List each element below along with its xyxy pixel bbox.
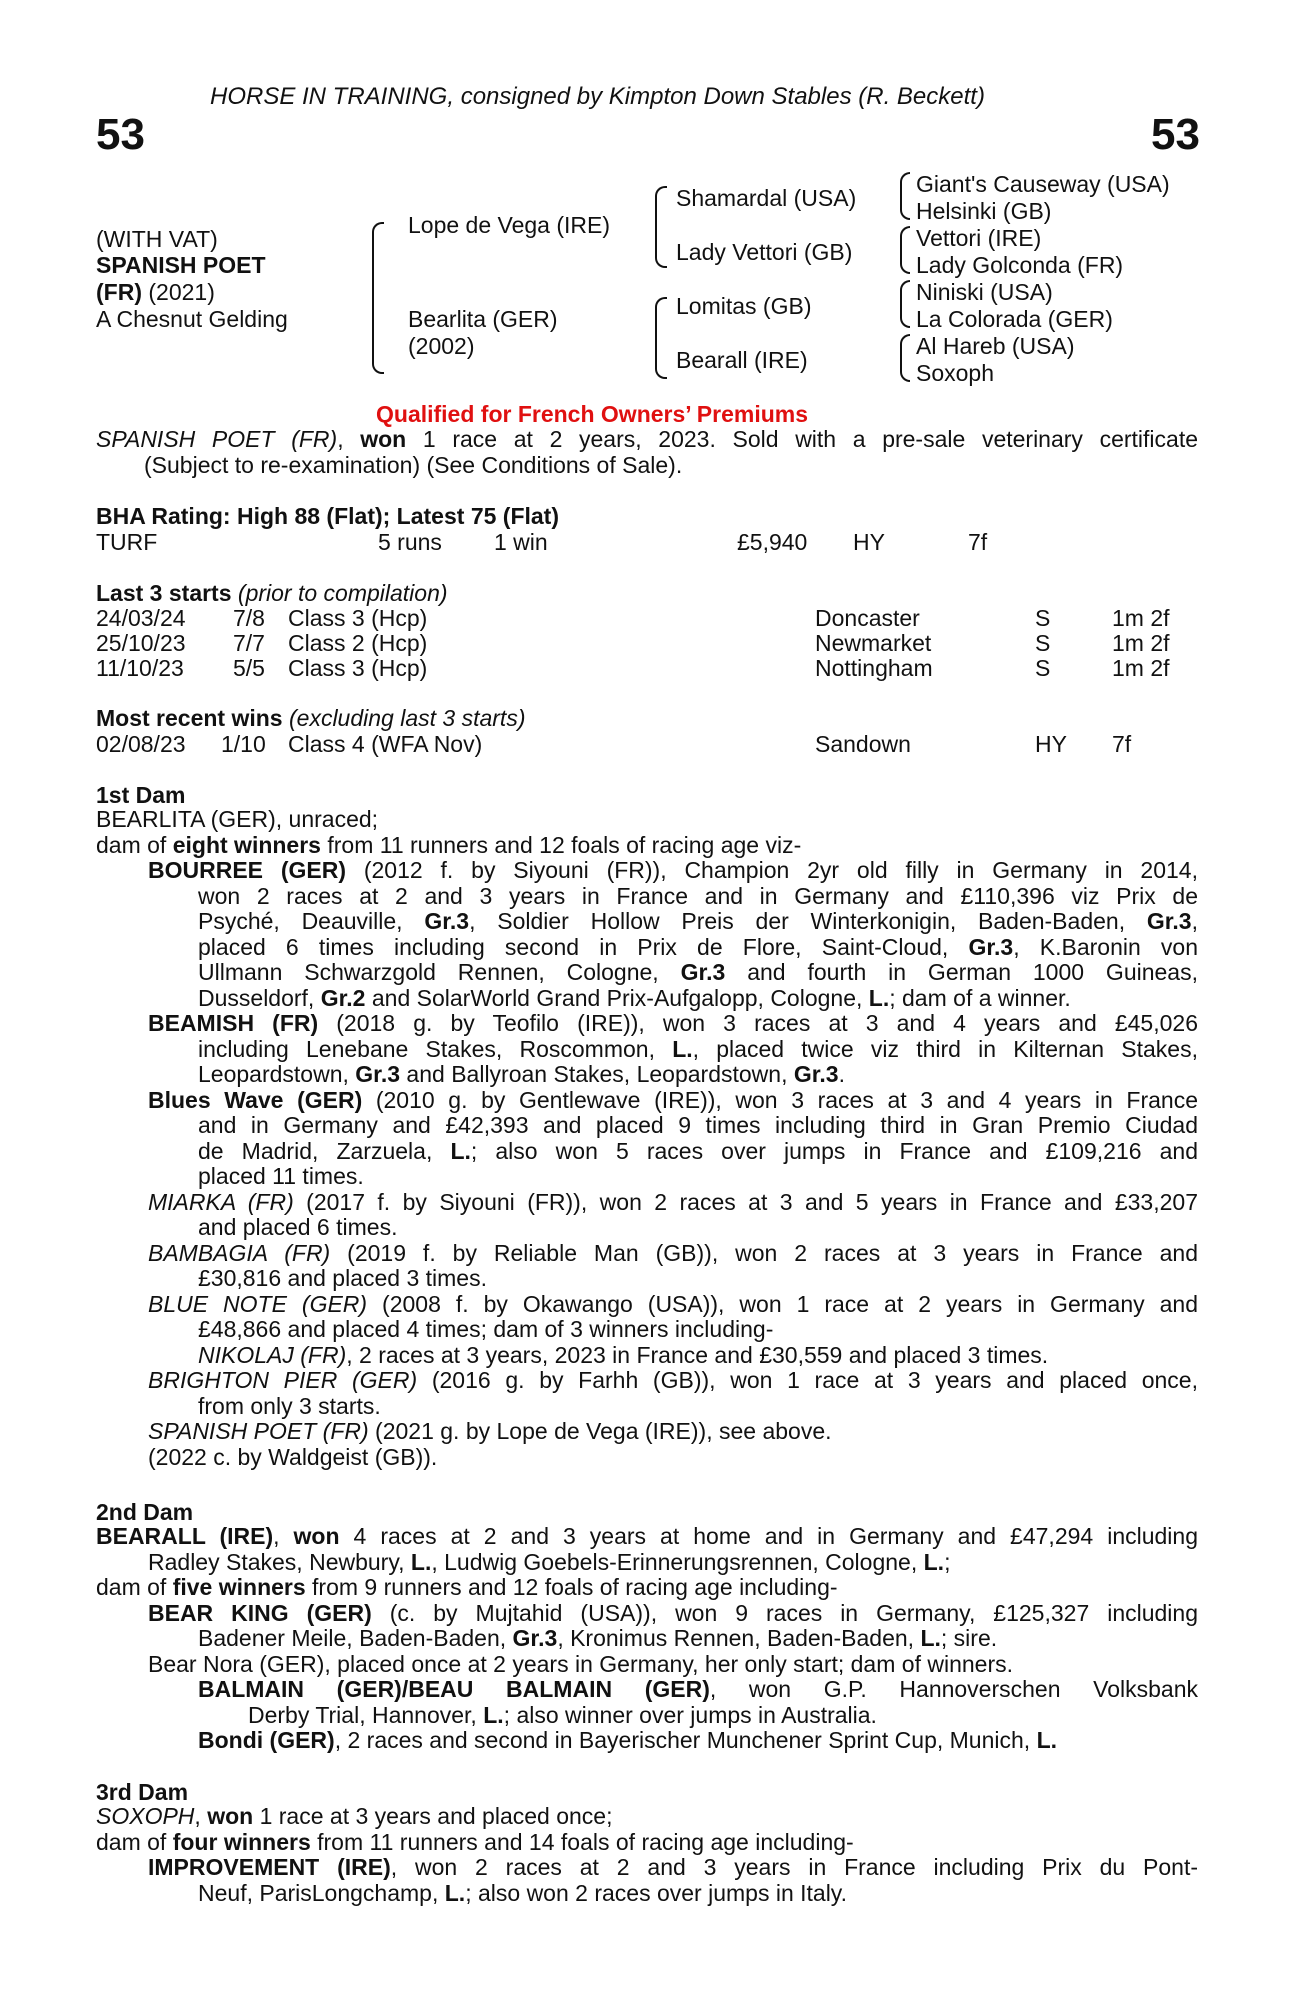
recent-pos: 1/10 <box>221 731 266 757</box>
bourree-line: placed 6 times including second in Prix de Flore, Saint-Cloud, Gr.3, K.Baronin von <box>198 933 1199 960</box>
pedigree-brace-sire <box>655 186 667 268</box>
last3-class: Class 3 (Hcp) <box>288 605 428 631</box>
last3-going: S <box>1035 630 1051 656</box>
bear-nora-line: Bear Nora (GER), placed once at 2 years in Germany, her only start; dam of winners. <box>148 1650 1013 1677</box>
bondi-line: Bondi (GER), 2 races and second in Bayerischer Munchener Sprint Cup, Munich, L. <box>198 1727 1058 1753</box>
improvement-line: IMPROVEMENT (IRE), won 2 races at 2 and 3 years in France including Prix du Pont- <box>148 1854 1199 1880</box>
dam2-produce-line: dam of five winners from 9 runners and 12 foals of racing age including- <box>96 1574 838 1600</box>
improvement-line: Neuf, ParisLongchamp, L.; also won 2 races over jumps in Italy. <box>198 1879 847 1906</box>
recent-date: 02/08/23 <box>96 731 186 757</box>
last3-date: 24/03/24 <box>96 605 186 631</box>
colt-line: (2022 c. by Waldgeist (GB)). <box>148 1443 438 1470</box>
pedigree-sss: Giant's Causeway (USA) <box>916 171 1170 197</box>
pedigree-dam: Bearlita (GER) <box>408 306 558 332</box>
dam2-title: 2nd Dam <box>96 1499 194 1525</box>
blues-wave-line: de Madrid, Zarzuela, L.; also won 5 races over jumps in France and £109,216 and <box>198 1137 1198 1164</box>
last3-going: S <box>1035 605 1051 631</box>
vat-note: (WITH VAT) <box>96 226 218 252</box>
pedigree-sdd: Lady Golconda (FR) <box>916 252 1124 278</box>
lot-number-left: 53 <box>96 110 145 159</box>
rating-distance: 7f <box>968 529 988 555</box>
last3-class: Class 3 (Hcp) <box>288 655 428 681</box>
dam1-produce-line: dam of eight winners from 11 runners and 12 foals of racing age viz- <box>96 831 802 858</box>
pedigree-brace-dam <box>655 297 667 379</box>
bambagia-line: BAMBAGIA (FR) (2019 f. by Reliable Man (GB)), won 2 races at 3 years in France and <box>148 1239 1198 1266</box>
dam2-section <box>96 1524 1198 1754</box>
rating-going: HY <box>853 529 885 555</box>
beamish-line: Leopardstown, Gr.3 and Ballyroan Stakes, Leopardstown, Gr.3. <box>198 1061 845 1087</box>
beamish-line: BEAMISH (FR) (2018 g. by Teofilo (IRE)), won 3 races at 3 and 4 years and £45,026 <box>148 1010 1198 1036</box>
dam1-title: 1st Dam <box>96 782 186 808</box>
page-header: HORSE IN TRAINING, consigned by Kimpton Down Stables (R. Beckett) <box>210 83 985 110</box>
brighton-pier-line: BRIGHTON PIER (GER) (2016 g. by Farhh (GB)), won 1 race at 3 years and placed once, <box>148 1367 1198 1393</box>
recent-course: Sandown <box>815 731 911 757</box>
nikolaj-line: NIKOLAJ (FR), 2 races at 3 years, 2023 in France and £30,559 and placed 3 times. <box>198 1341 1049 1368</box>
last3-pos: 7/8 <box>233 605 265 631</box>
blues-wave-line: placed 11 times. <box>198 1163 364 1189</box>
balmain-line: Derby Trial, Hannover, L.; also winner over jumps in Australia. <box>248 1701 877 1728</box>
beamish-line: including Lenebane Stakes, Roscommon, L., placed twice viz third in Kilternan Stakes, <box>198 1035 1198 1062</box>
dam3-title: 3rd Dam <box>96 1779 189 1805</box>
last3-title: Last 3 starts (prior to compilation) <box>96 580 448 606</box>
recent-class: Class 4 (WFA Nov) <box>288 731 483 757</box>
pedigree-brace-ds <box>900 280 910 328</box>
balmain-line: BALMAIN (GER)/BEAU BALMAIN (GER), won G.P. Hannoverschen Volksbank <box>198 1676 1198 1702</box>
dam1-section <box>96 807 1198 1470</box>
dam3-line: SOXOPH, won 1 race at 3 years and placed once; <box>96 1803 613 1829</box>
bear-king-line: BEAR KING (GER) (c. by Mujtahid (USA)), won 9 races in Germany, £125,327 including <box>148 1599 1198 1626</box>
pedigree-brace-dd <box>900 334 910 382</box>
pedigree-dam-year: (2002) <box>408 333 475 359</box>
rating-wins: 1 win <box>494 529 548 555</box>
spanish-poet-line: SPANISH POET (FR) (2021 g. by Lope de Vega (IRE)), see above. <box>148 1418 832 1444</box>
bourree-line: Psyché, Deauville, Gr.3, Soldier Hollow Preis der Winterkonigin, Baden-Baden, Gr.3, <box>198 908 1198 934</box>
dam1-line: BEARLITA (GER), unraced; <box>96 806 379 832</box>
pedigree-dds: Al Hareb (USA) <box>916 333 1075 359</box>
bear-king-line: Badener Meile, Baden-Baden, Gr.3, Kronimus Rennen, Baden-Baden, L.; sire. <box>198 1625 998 1651</box>
pedigree-ds: Lomitas (GB) <box>676 293 812 319</box>
horse-name: SPANISH POET <box>96 252 266 278</box>
rating-surface: TURF <box>96 529 158 555</box>
horse-country-year: (FR) (2021) <box>96 279 215 305</box>
summary-line-1: SPANISH POET (FR), won 1 race at 2 years, 2023. Sold with a pre-sale veterinary certificate <box>96 426 1199 452</box>
bourree-line: BOURREE (GER) (2012 f. by Siyouni (FR)), Champion 2yr old filly in Germany in 2014, <box>148 857 1198 883</box>
pedigree-ddd: Soxoph <box>916 360 995 386</box>
rating-runs: 5 runs <box>378 529 442 555</box>
blues-wave-line: Blues Wave (GER) (2010 g. by Gentlewave (IRE)), won 3 races at 3 and 4 years in France <box>148 1086 1198 1113</box>
last3-course: Newmarket <box>815 630 932 656</box>
last3-class: Class 2 (Hcp) <box>288 630 428 656</box>
rating-prize: £5,940 <box>737 529 808 555</box>
dam3-produce-line: dam of four winners from 11 runners and 14 foals of racing age including- <box>96 1828 854 1855</box>
bourree-line: won 2 races at 2 and 3 years in France and in Germany and £110,396 viz Prix de <box>198 882 1198 909</box>
last3-distance: 1m 2f <box>1112 655 1170 681</box>
last3-pos: 5/5 <box>233 655 265 681</box>
blues-wave-line: and in Germany and £42,393 and placed 9 times including third in Gran Premio Ciudad <box>198 1112 1198 1138</box>
last3-date: 25/10/23 <box>96 630 186 656</box>
dam2-line: BEARALL (IRE), won 4 races at 2 and 3 years at home and in Germany and £47,294 including <box>96 1523 1198 1549</box>
blue-note-line: £48,866 and placed 4 times; dam of 3 winners including- <box>198 1316 774 1342</box>
last3-course: Nottingham <box>815 655 933 681</box>
pedigree-sds: Vettori (IRE) <box>916 225 1042 251</box>
last3-going: S <box>1035 655 1051 681</box>
last3-pos: 7/7 <box>233 630 265 656</box>
recent-title: Most recent wins (excluding last 3 starts) <box>96 705 526 731</box>
horse-description: A Chesnut Gelding <box>96 306 288 332</box>
recent-distance: 7f <box>1112 731 1132 757</box>
summary-paragraph <box>96 427 1198 478</box>
bourree-line: Ullmann Schwarzgold Rennen, Cologne, Gr.3 and fourth in German 1000 Guineas, <box>198 959 1198 985</box>
pedigree-sd: Lady Vettori (GB) <box>676 239 853 265</box>
last3-course: Doncaster <box>815 605 920 631</box>
pedigree-dsd: La Colorada (GER) <box>916 306 1113 332</box>
qualified-note: Qualified for French Owners’ Premiums <box>376 401 809 427</box>
bambagia-line: £30,816 and placed 3 times. <box>198 1265 487 1291</box>
summary-line-2: (Subject to re-examination) (See Conditions of Sale). <box>144 451 683 478</box>
blue-note-line: BLUE NOTE (GER) (2008 f. by Okawango (USA)), won 1 race at 2 years in Germany and <box>148 1290 1198 1317</box>
rating-title: BHA Rating: High 88 (Flat); Latest 75 (Flat) <box>96 503 559 529</box>
pedigree-brace-main <box>372 222 384 374</box>
miarka-line: MIARKA (FR) (2017 f. by Siyouni (FR)), won 2 races at 3 and 5 years in France and £33,207 <box>148 1188 1198 1215</box>
pedigree-brace-ss <box>900 172 910 220</box>
recent-going: HY <box>1035 731 1067 757</box>
dam3-section <box>96 1804 1198 1906</box>
pedigree-ss: Shamardal (USA) <box>676 185 857 211</box>
lot-number-right: 53 <box>1151 110 1200 159</box>
last3-distance: 1m 2f <box>1112 630 1170 656</box>
last3-date: 11/10/23 <box>96 655 184 681</box>
pedigree-ssd: Helsinki (GB) <box>916 198 1052 224</box>
pedigree-dd: Bearall (IRE) <box>676 347 808 373</box>
miarka-line: and placed 6 times. <box>198 1214 398 1240</box>
pedigree-sire: Lope de Vega (IRE) <box>408 212 611 238</box>
brighton-pier-line: from only 3 starts. <box>198 1392 381 1419</box>
dam2-line: Radley Stakes, Newbury, L., Ludwig Goebels-Erinnerungsrennen, Cologne, L.; <box>148 1548 951 1575</box>
pedigree-dss: Niniski (USA) <box>916 279 1053 305</box>
bourree-line: Dusseldorf, Gr.2 and SolarWorld Grand Prix-Aufgalopp, Cologne, L.; dam of a winner. <box>198 984 1071 1011</box>
last3-distance: 1m 2f <box>1112 605 1170 631</box>
pedigree-brace-sd <box>900 226 910 274</box>
